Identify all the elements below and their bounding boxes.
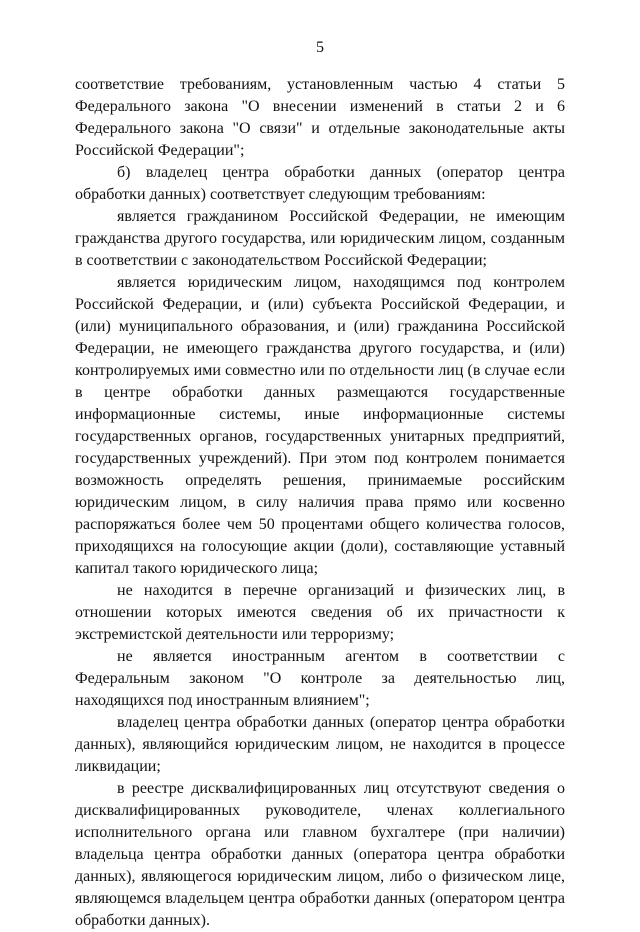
paragraph-extremism-list: не находится в перечне организаций и физических лиц, в отношении которых имеются сведения об их причастности к экстремистской деятельности или терроризму; [75, 582, 565, 643]
paragraph-item-b: б) владелец центра обработки данных (оператор центра обработки данных) соответствует следующим требованиям: [75, 164, 565, 203]
paragraph-liquidation: владелец центра обработки данных (оператор центра обработки данных), являющийся юридическим лицом, не находится в процессе ликвидации; [75, 714, 565, 775]
paragraph-disqualified-register: в реестре дисквалифицированных лиц отсутствуют сведения о дисквалифицированных руководителе, членах коллегиального исполнительного органа или главном бухгалтере (при наличии) владельца центра обработки данных (оператора центра обработки данных), являющегося юридическим лицом, либо о физическом лице, являющемся владельцем центра обработки данных (оператором центра обработки данных). [75, 780, 565, 929]
page-number: 5 [316, 39, 324, 56]
paragraph-foreign-agent: не является иностранным агентом в соответствии с Федеральным законом "О контроле за деятельностью лиц, находящихся под иностранным влиянием"; [75, 648, 565, 709]
paragraph-continuation: соответствие требованиям, установленным частью 4 статьи 5 Федерального закона "О внесении изменений в статьи 2 и 6 Федерального закона "О связи" и отдельные законодательные акты Российской Федерации"; [75, 76, 565, 159]
paragraph-citizen-or-entity: является гражданином Российской Федерации, не имеющим гражданства другого государства, или юридическим лицом, созданным в соответствии с законодательством Российской Федерации; [75, 208, 565, 269]
paragraph-state-control: является юридическим лицом, находящимся под контролем Российской Федерации, и (или) субъекта Российской Федерации, и (или) муниципального образования, и (или) гражданина Российской Федерации, не имеющего гражданства другого государства, и (или) контролируемых ими совместно или по отдельности лиц (в случае если в центре обработки данных размещаются государственные информационные системы, иные информационные системы государственных органов, государственных унитарных предприятий, государственных учреждений). При этом под контролем понимается возможность определять решения, принимаемые российским юридическим лицом, в силу наличия права прямо или косвенно распоряжаться более чем 50 процентами общего количества голосов, приходящихся на голосующие акции (доли), составляющие уставный капитал такого юридического лица; [75, 274, 565, 577]
document-body [75, 74, 565, 932]
